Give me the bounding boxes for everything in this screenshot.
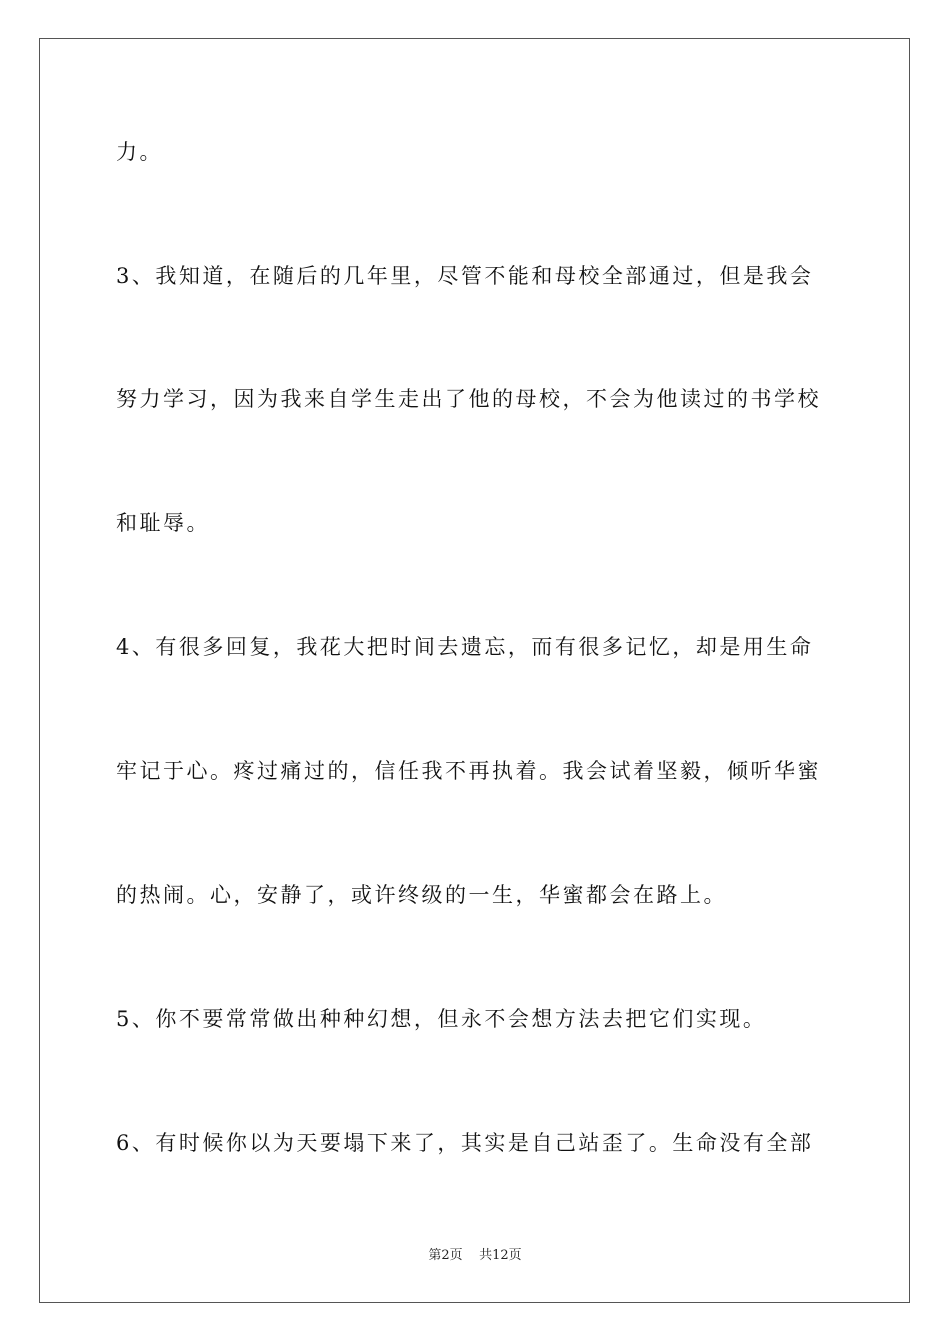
text-line: 牢记于心。疼过痛过的，信任我不再执着。我会试着坚毅，倾听华蜜 [116,759,821,783]
text-line: 力。 [116,140,163,164]
text-line: 的热闹。心，安静了，或许终级的一生，华蜜都会在路上。 [116,883,727,907]
text-line: 和耻辱。 [116,511,210,535]
page-number-footer: 第2页 共12页 [428,1248,522,1263]
text-line: 3、我知道，在随后的几年里，尽管不能和母校全部通过，但是我会 [116,264,814,288]
text-line: 4、有很多回复，我花大把时间去遗忘，而有很多记忆，却是用生命 [116,635,814,659]
page-border [39,38,910,1303]
text-line: 努力学习，因为我来自学生走出了他的母校，不会为他读过的书学校 [116,387,821,411]
text-line: 6、有时候你以为天要塌下来了，其实是自己站歪了。生命没有全部 [116,1131,814,1155]
text-line: 5、你不要常常做出种种幻想，但永不会想方法去把它们实现。 [116,1007,767,1031]
